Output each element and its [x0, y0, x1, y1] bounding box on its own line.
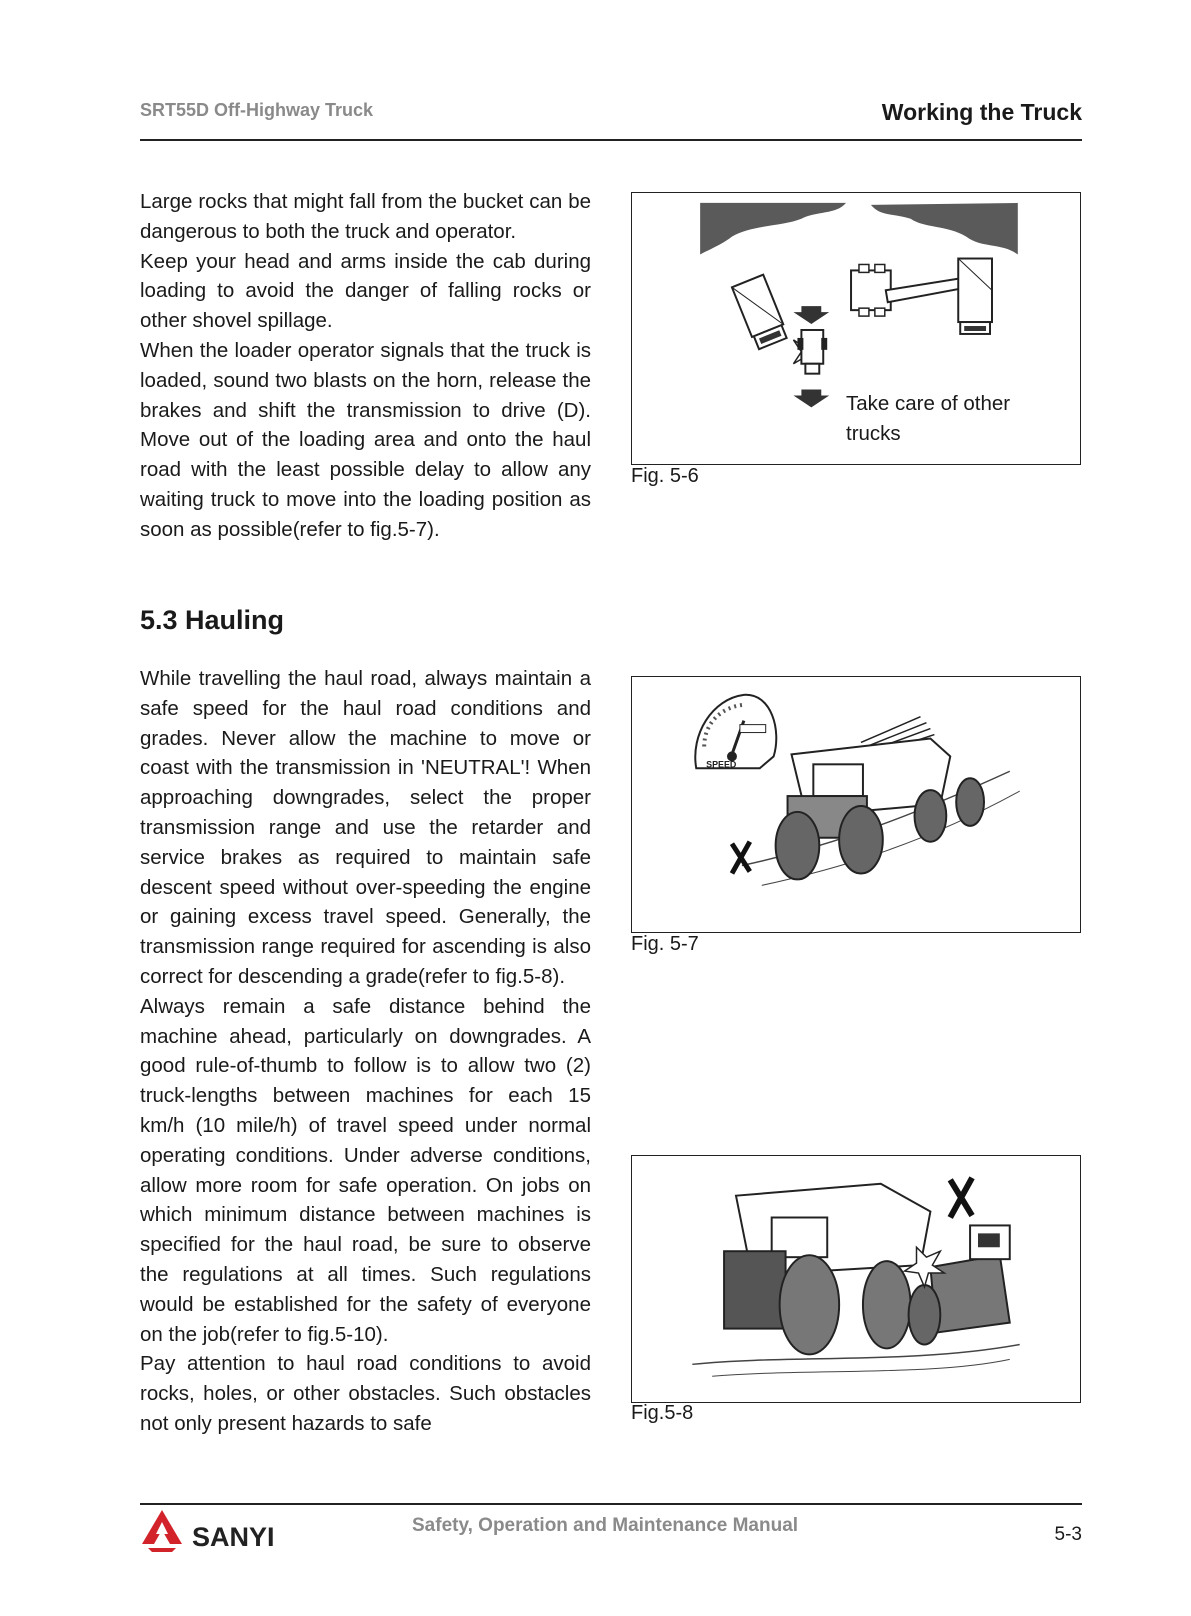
- sanyi-logo: [140, 1508, 300, 1552]
- figure-collision: [631, 1155, 1081, 1403]
- section-heading: 5.3 Hauling: [140, 605, 285, 635]
- waiting-truck-icon: [732, 275, 789, 350]
- small-truck-icon: [797, 330, 827, 374]
- ground-line: [692, 1344, 1019, 1364]
- paragraph: Always remain a safe distance behind the machine ahead, particularly on downgrades. A good rule-of-thumb to follow is to allow two (2) truck-lengths between machines for each 15 km/h (10 mile/h) of travel speed under normal operating conditions. Under adverse conditions, allow more room for safe operation. On jobs on which minimum distance between machines is specified for the haul road, be sure to observe the regulations at all times. Such regulations would be established for the safety of everyone on the job(refer to fig.5-10).: [140, 994, 591, 1346]
- manual-title: Safety, Operation and Maintenance Manual: [412, 1515, 799, 1536]
- haul-truck-icon: [724, 1184, 930, 1355]
- figure-speeding-truck: [631, 676, 1081, 933]
- speeding-truck-illustration: [632, 677, 1080, 932]
- warning-cross-icon: [950, 1178, 972, 1218]
- sanyi-logo-icon: [140, 1508, 300, 1552]
- warning-cross-icon: [732, 842, 750, 874]
- arrow-down-icon: [793, 306, 829, 324]
- loader-shovel-icon: [851, 264, 962, 316]
- paragraph: When the loader operator signals that the truck is loaded, sound two blasts on the horn, release the brakes and shift the transmission to drive (D). Move out of the loading area and onto the haul road with the least possible delay to allow any waiting truck to move into the loading position as soon as possible(refer to fig.5-7).: [140, 338, 591, 541]
- haul-truck-icon: [776, 739, 984, 880]
- brand-name: SANYI: [192, 1522, 275, 1552]
- page-number: 5-3: [1054, 1524, 1082, 1545]
- ground-line: [712, 1359, 1010, 1376]
- paragraph: Pay attention to haul road conditions to avoid rocks, holes, or other obstacles. Such obstacles not only present hazards to safe: [140, 1352, 591, 1435]
- gauge-label: SPEED: [706, 759, 737, 770]
- figure-loading-area: [631, 192, 1081, 465]
- figure-caption: Fig. 5-7: [631, 933, 699, 955]
- arrow-down-icon: [793, 390, 829, 408]
- loading-truck-icon: [958, 259, 992, 334]
- figure-note: Take care of other trucks: [846, 392, 1011, 445]
- rock-face: [871, 203, 1018, 255]
- rock-face: [700, 203, 846, 255]
- chapter-title: Working the Truck: [881, 99, 1082, 125]
- running-header-title: SRT55D Off-Highway Truck: [140, 100, 374, 120]
- figure-caption: Fig. 5-6: [631, 465, 699, 487]
- header-rule: [140, 139, 1082, 141]
- hauling-text-column: [140, 664, 591, 1439]
- paragraph: Large rocks that might fall from the bucket can be dangerous to both the truck and operator.: [140, 190, 591, 243]
- paragraph: Keep your head and arms inside the cab during loading to avoid the danger of falling rocks or other shovel spillage.: [140, 249, 591, 333]
- collision-illustration: [632, 1156, 1080, 1402]
- figure-caption: Fig.5-8: [631, 1402, 694, 1424]
- paragraph: While travelling the haul road, always maintain a safe speed for the haul road conditions and grades. Never allow the machine to move or coast with the transmission in 'NEUTRAL'! When approaching downgrades, select the proper transmission range and use the retarder and service brakes as required to maintain safe descent speed without over-speeding the engine or gaining excess travel speed. Generally, the transmission range required for ascending is also correct for descending a grade(refer to fig.5-8).: [140, 667, 591, 988]
- footer-rule: [140, 1503, 1082, 1505]
- intro-text-column: [140, 187, 591, 545]
- speedometer-icon: [695, 695, 776, 770]
